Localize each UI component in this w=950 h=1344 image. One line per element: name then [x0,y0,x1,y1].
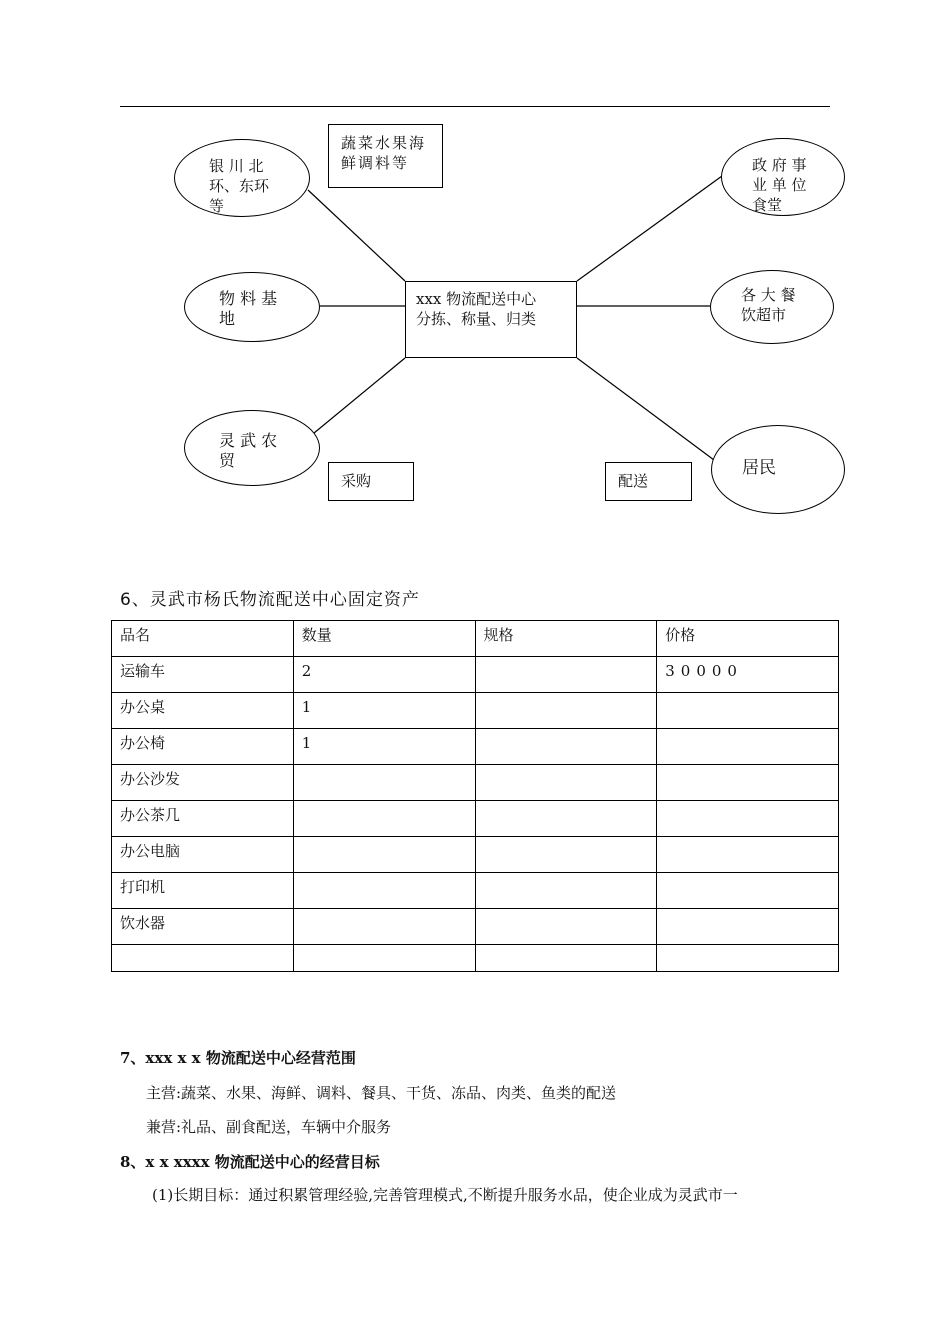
table-cell [475,945,657,972]
table-row [112,693,839,729]
table-cell [293,873,475,909]
customer-node-residents [711,425,845,514]
section-6-heading: 6、灵武市杨氏物流配送中心固定资产 [120,590,420,610]
table-cell [657,765,839,801]
table-cell [657,729,839,765]
table-cell [112,945,294,972]
table-cell [657,693,839,729]
table-row [112,729,839,765]
goods-box [328,124,443,188]
source-node-lingwu-market [184,410,320,486]
table-cell [475,801,657,837]
customer-node-label: 各 大 餐 饮超市 [741,286,796,324]
table-cell: 运输车 [112,657,294,693]
table-cell [475,873,657,909]
table-cell [475,765,657,801]
table-cell [475,657,657,693]
table-cell: 1 [293,693,475,729]
source-node-label: 灵 武 农 贸 [219,431,278,470]
table-cell: 办公桌 [112,693,294,729]
source-node-yinchuan [174,139,310,217]
logistics-diagram [0,0,950,540]
table-row [112,873,839,909]
distribution-center-label: xxx 物流配送中心 分拣、称量、归类 [416,290,537,328]
table-cell [475,837,657,873]
source-node-label: 物 料 基 地 [219,289,278,328]
table-header-row [112,621,839,657]
table-cell: 办公沙发 [112,765,294,801]
table-cell: 2 [293,657,475,693]
long-term-goal-text: (1)长期目标：通过积累管理经验,完善管理模式,不断提升服务水品，使企业成为灵武市一 [152,1186,738,1204]
table-cell [293,801,475,837]
table-cell [475,693,657,729]
table-cell [657,801,839,837]
source-node-label: 银 川 北 环、东环 等 [209,157,270,215]
table-cell [475,729,657,765]
fixed-assets-table [111,620,839,972]
section-8-heading: 8、x x xxxx 物流配送中心的经营目标 [120,1153,380,1171]
purchase-box [328,462,414,501]
table-cell [293,765,475,801]
table-cell [293,909,475,945]
table-row [112,801,839,837]
table-header-cell: 规格 [475,621,657,657]
table-cell [293,837,475,873]
connector-line [577,176,722,281]
main-business-text: 主营:蔬菜、水果、海鲜、调料、餐具、干货、冻品、肉类、鱼类的配送 [146,1084,617,1102]
table-cell [475,909,657,945]
section-7-heading: 7、xxx x x 物流配送中心经营范围 [120,1049,356,1067]
table-cell: 办公电脑 [112,837,294,873]
connector-line [308,358,405,438]
table-row [112,945,839,972]
table-cell: 办公茶几 [112,801,294,837]
distribution-center-box [405,281,577,358]
table-cell: 1 [293,729,475,765]
delivery-label: 配送 [618,472,649,490]
customer-node-label: 政 府 事 业 单 位 食堂 [752,156,807,214]
table-cell: 30000 [657,657,839,693]
table-cell [657,837,839,873]
table-row [112,909,839,945]
table-row [112,837,839,873]
goods-label: 蔬菜水果海 鲜调料等 [341,134,427,172]
table-row [112,657,839,693]
table-cell [657,945,839,972]
table-cell [657,909,839,945]
table-cell: 打印机 [112,873,294,909]
table-cell [657,873,839,909]
side-business-text: 兼营:礼品、副食配送，车辆中介服务 [146,1118,392,1136]
table-header-cell: 品名 [112,621,294,657]
table-header-cell: 数量 [293,621,475,657]
table-cell [293,945,475,972]
customer-node-label: 居民 [742,458,776,478]
table-header-cell: 价格 [657,621,839,657]
purchase-label: 采购 [341,472,372,490]
customer-node-government [721,138,845,216]
delivery-box [605,462,692,501]
connector-line [577,358,714,460]
customer-node-restaurants [710,270,834,344]
table-cell: 办公椅 [112,729,294,765]
connector-line [308,190,405,281]
table-row [112,765,839,801]
table-cell: 饮水器 [112,909,294,945]
source-node-material-base [184,272,320,342]
